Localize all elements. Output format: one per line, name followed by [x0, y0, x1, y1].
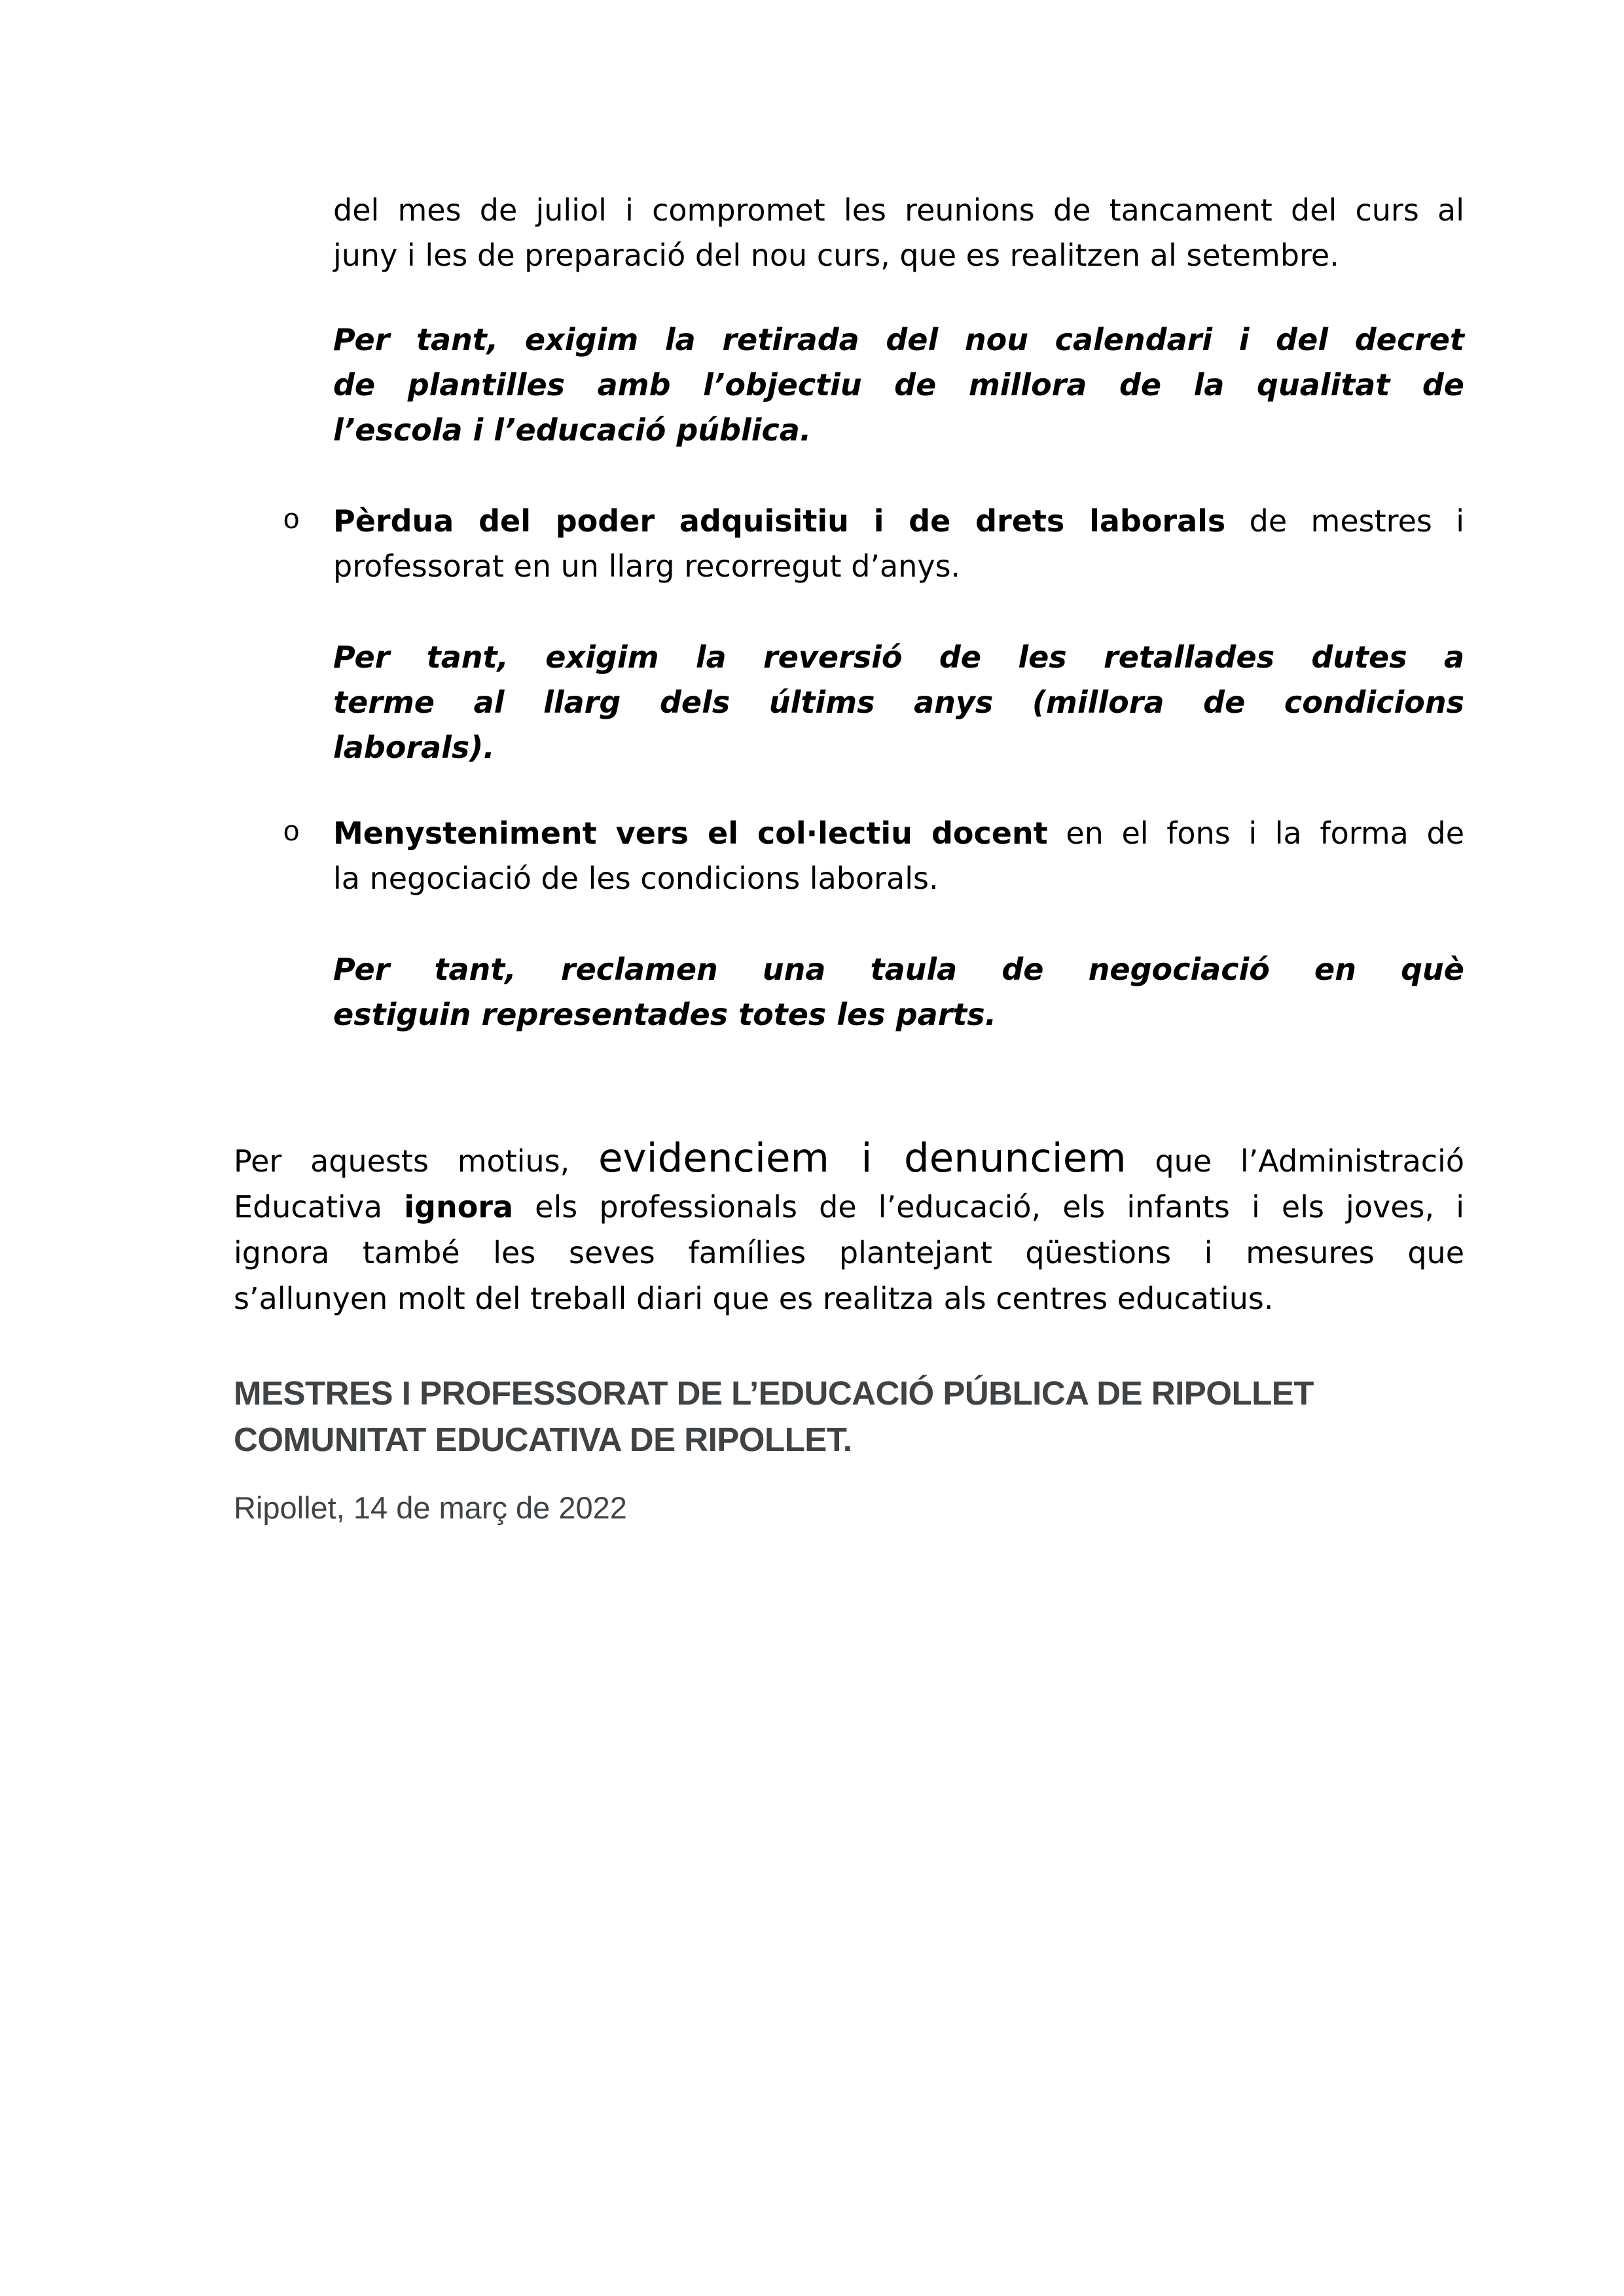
paragraph-line: professorat en un llarg recorregut d’anys. [333, 548, 961, 584]
paragraph-line [333, 499, 1464, 544]
paragraph-line: laborals). [333, 730, 495, 765]
closing-regular-text: els professionals de l’educació, els infants i els joves, i [513, 1189, 1464, 1225]
bullet-bold-text: Pèrdua del poder adquisitiu i de drets laborals [333, 503, 1226, 539]
paragraph-continuation [333, 188, 1464, 278]
paragraph-line: s’allunyen molt del treball diari que es realitza als centres educatius. [234, 1281, 1274, 1316]
paragraph-line [234, 1184, 1464, 1230]
bullet-item-2 [283, 811, 1465, 901]
closing-lead-text: Per aquests motius, [234, 1143, 598, 1179]
bullet-marker: o [283, 505, 300, 537]
signature-line: COMUNITAT EDUCATIVA DE RIPOLLET. [234, 1421, 852, 1458]
paragraph-line: estiguin representades totes les parts. [333, 997, 997, 1032]
paragraph-line [234, 1136, 1464, 1184]
closing-regular-text: que l’Administració [1126, 1143, 1464, 1179]
paragraph-line: Per tant, exigim la retirada del nou calendari i del decret [333, 322, 1464, 357]
document-body [234, 188, 1464, 1527]
closing-bold-text: ignora [404, 1189, 514, 1225]
closing-regular-text: Educativa [234, 1189, 405, 1225]
signature-line: MESTRES I PROFESSORAT DE L’EDUCACIÓ PÚBLICA DE RIPOLLET [234, 1374, 1314, 1412]
demand-paragraph-1 [333, 317, 1464, 453]
paragraph-line [333, 811, 1464, 856]
demand-paragraph-2 [333, 635, 1464, 770]
bullet-regular-text: en el fons i la forma de [1047, 816, 1465, 851]
paragraph-line: juny i les de preparació del nou curs, que es realitzen al setembre. [333, 238, 1339, 273]
bullet-bold-text: Menysteniment vers el col·lectiu docent [333, 816, 1048, 851]
closing-emphasis-text: evidenciem i denunciem [598, 1135, 1127, 1181]
bullet-regular-text: de mestres i [1225, 503, 1464, 539]
demand-paragraph-3 [333, 947, 1464, 1037]
paragraph-line: Per tant, reclamen una taula de negociació en què [333, 952, 1464, 987]
signature-block [234, 1370, 1464, 1463]
paragraph-line: del mes de juliol i compromet les reunions de tancament del curs al [333, 192, 1464, 228]
bullet-item-1 [283, 499, 1464, 589]
paragraph-line: ignora també les seves famílies plantejant qüestions i mesures que [234, 1235, 1464, 1270]
date-line: Ripollet, 14 de març de 2022 [234, 1490, 627, 1525]
paragraph-line: Per tant, exigim la reversió de les retallades dutes a [333, 639, 1464, 675]
bullet-marker: o [283, 817, 300, 850]
closing-paragraph [234, 1136, 1464, 1321]
paragraph-line: de plantilles amb l’objectiu de millora de la qualitat de [333, 367, 1464, 403]
paragraph-line: terme al llarg dels últims anys (millora de condicions [333, 685, 1464, 720]
paragraph-line: la negociació de les condicions laborals. [333, 861, 939, 896]
paragraph-line: l’escola i l’educació pública. [333, 412, 812, 448]
